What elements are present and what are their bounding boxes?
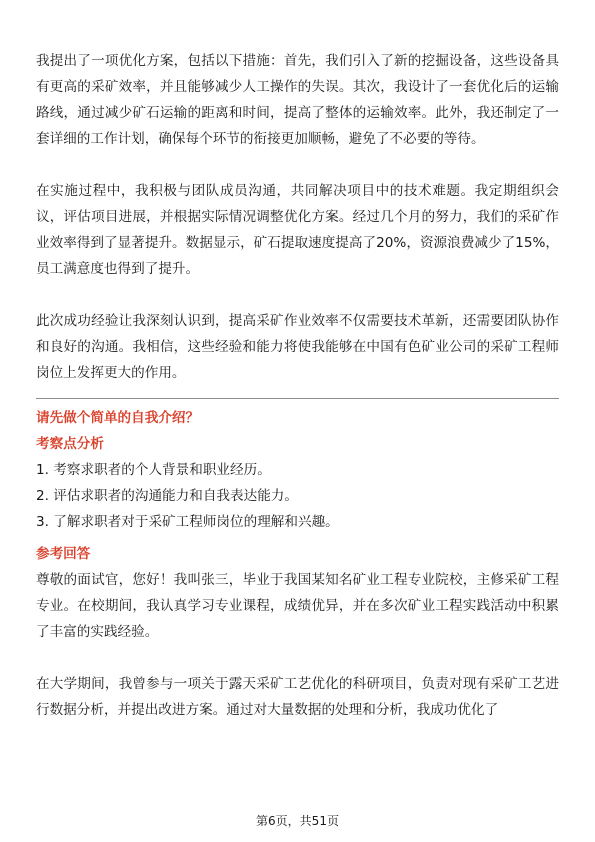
section-divider [36, 398, 559, 399]
paragraph-spacer [36, 645, 559, 671]
analysis-list [36, 457, 559, 535]
page-content [36, 48, 559, 723]
paragraph-spacer [36, 282, 559, 308]
answer-heading: 参考回答 [36, 546, 91, 562]
body-paragraph: 此次成功经验让我深刻认识到，提高采矿作业效率不仅需要技术革新，还需要团队协作和良好的沟通。我相信，这些经验和能力将使我能够在中国有色矿业公司的采矿工程师岗位上发挥更大的作用。 [36, 313, 559, 381]
page-number-footer: 第6页，共51页 [256, 814, 339, 828]
body-paragraph: 我提出了一项优化方案，包括以下措施：首先，我们引入了新的挖掘设备，这些设备具有更高的采矿效率，并且能够减少人工操作的失误。其次，我设计了一套优化后的运输路线，通过减少矿石运输的距离和时间，提高了整体的运输效率。此外，我还制定了一套详细的工作计划，确保每个环节的衔接更加顺畅，避免了不必要的等待。 [36, 53, 559, 147]
analysis-heading: 考察点分析 [36, 436, 104, 452]
analysis-item: 1. 考察求职者的个人背景和职业经历。 [36, 462, 271, 478]
body-paragraph: 在实施过程中，我积极与团队成员沟通，共同解决项目中的技术难题。我定期组织会议，评估项目进展，并根据实际情况调整优化方案。经过几个月的努力，我们的采矿作业效率得到了显著提升。数据显示，矿石提取速度提高了20%，资源浪费减少了15%，员工满意度也得到了提升。 [36, 183, 559, 277]
question-title: 请先做个简单的自我介绍？ [36, 410, 200, 426]
paragraph-spacer [36, 152, 559, 178]
analysis-item: 3. 了解求职者对于采矿工程师岗位的理解和兴趣。 [36, 514, 339, 530]
analysis-item: 2. 评估求职者的沟通能力和自我表达能力。 [36, 488, 298, 504]
answer-paragraph: 尊敬的面试官，您好！我叫张三，毕业于我国某知名矿业工程专业院校，主修采矿工程专业。在校期间，我认真学习专业课程，成绩优异，并在多次矿业工程实践活动中积累了丰富的实践经验。 [36, 572, 559, 640]
answer-paragraph: 在大学期间，我曾参与一项关于露天采矿工艺优化的科研项目，负责对现有采矿工艺进行数据分析，并提出改进方案。通过对大量数据的处理和分析，我成功优化了 [36, 676, 559, 718]
